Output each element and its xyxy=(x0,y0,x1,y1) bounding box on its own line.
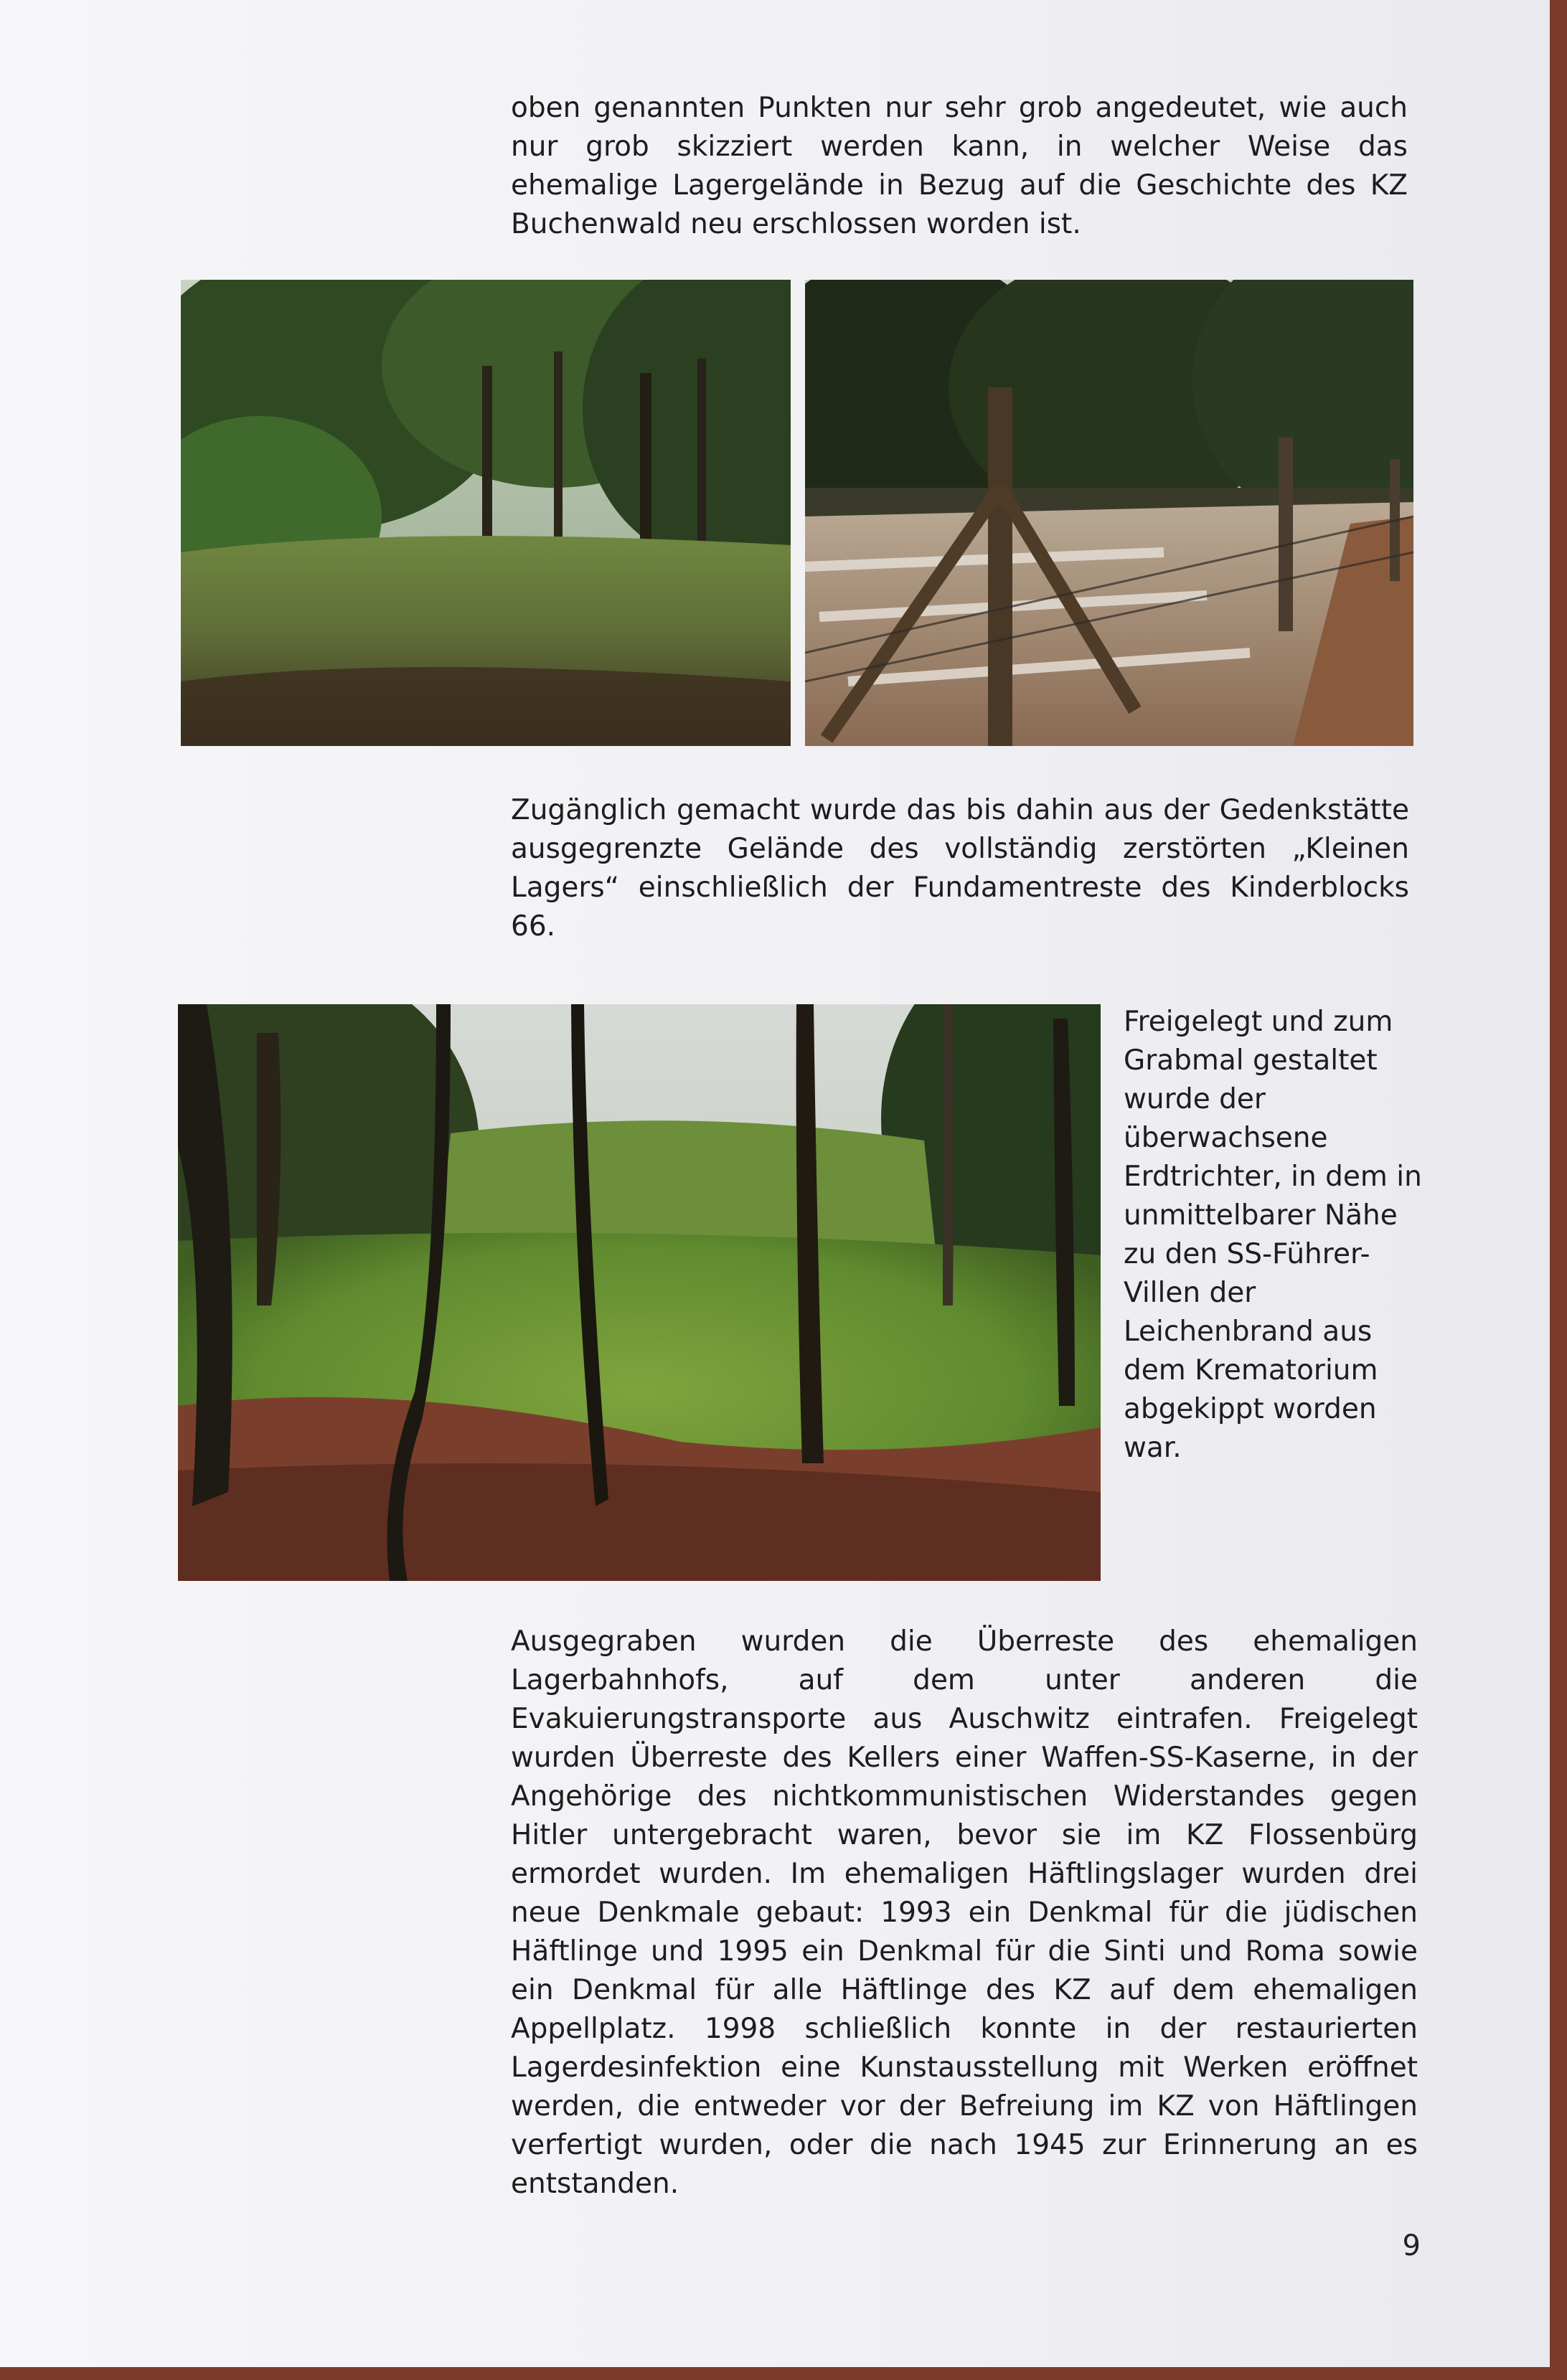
photo-fence-foundations xyxy=(805,280,1413,746)
page-number: 9 xyxy=(1402,2229,1421,2262)
photo-forest-clearing xyxy=(181,280,791,746)
intro-paragraph: oben genannten Punkten nur sehr grob angedeutet, wie auch nur grob skizziert werden kann, in welcher Weise das ehemalige Lagergelände in Bezug auf die Geschichte des KZ Buchenwald neu erschlossen worden ist. xyxy=(511,92,1408,240)
main-paragraph: Ausgegraben wurden die Überreste des ehemaligen Lagerbahnhofs, auf dem unter anderen die Evakuierungstransporte aus Auschwitz eintrafen. Freigelegt wurden Überreste des Kellers einer Waffen-SS-Kaserne, in der Angehörige des nichtkommunistischen Widerstandes gegen Hitler untergebracht waren, bevor sie im KZ Flossenbürg ermordet wurden. Im ehemaligen Häftlingslager wurden drei neue Denkmale gebaut: 1993 ein Denkmal für die jüdischen Häftlinge und 1995 ein Denkmal für die Sinti und Roma sowie ein Denkmal für alle Häftlinge des KZ auf dem ehemaligen Appellplatz. 1998 schließlich konnte in der restaurierten Lagerdesinfektion eine Kunstausstellung mit Werken eröffnet werden, die entweder vor der Befreiung im KZ von Häftlingen verfertigt wurden, oder die nach 1945 zur Erinnerung an es entstanden. xyxy=(511,1625,1418,2200)
caption-grabmal: Freigelegt und zum Grabmal gestaltet wurde der überwachsene Erdtrichter, in dem in unmittelbarer Nähe zu den SS-Führer-Villen der Leichenbrand aus dem Krematorium abgekippt worden war. xyxy=(1124,1006,1422,1464)
caption-kleines-lager: Zugänglich gemacht wurde das bis dahin aus der Gedenkstätte ausgegrenzte Gelände des vollständig zerstörten „Kleinen Lagers“ einschließlich der Fundamentreste des Kinderblocks 66. xyxy=(511,794,1409,943)
photo-ash-crater xyxy=(178,1004,1101,1581)
